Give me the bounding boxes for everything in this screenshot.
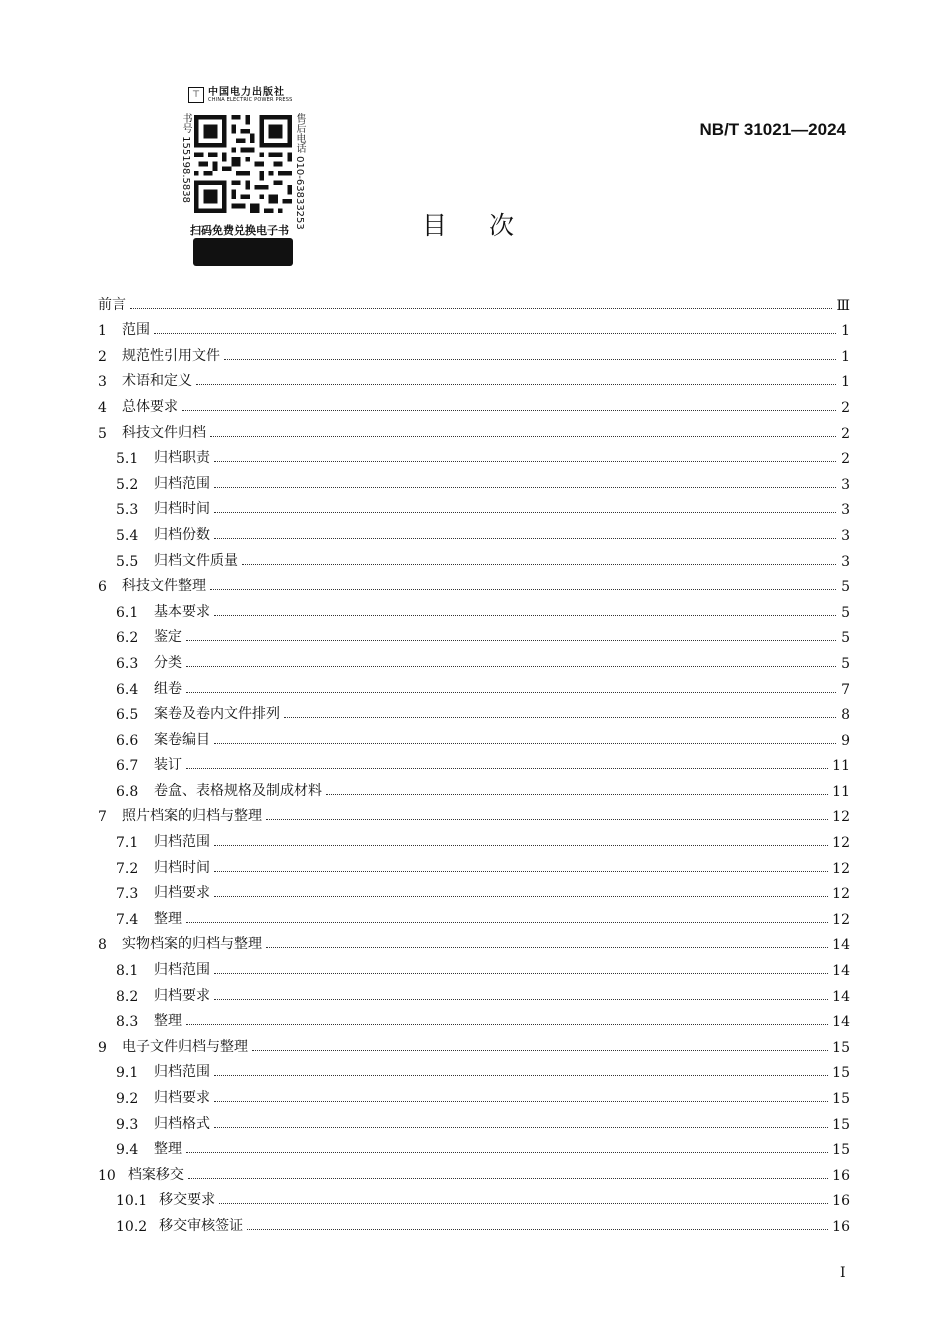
toc-entry[interactable] — [98, 339, 850, 365]
toc-entry-title: 案卷及卷内文件排列 — [154, 706, 280, 723]
toc-entry[interactable] — [98, 1133, 850, 1159]
toc-entry-page: 3 — [841, 476, 850, 493]
toc-entry-number: 4 — [98, 399, 107, 416]
toc-dot-leader — [214, 512, 836, 513]
toc-entry-title: 术语和定义 — [122, 373, 192, 390]
toc-dot-leader — [326, 794, 828, 795]
toc-entry-number: 8.3 — [116, 1014, 139, 1031]
toc-entry-number: 10 — [98, 1167, 116, 1184]
toc-entry-title: 鉴定 — [154, 629, 182, 646]
toc-entry-title: 归档要求 — [154, 885, 210, 902]
toc-entry-number: 5.1 — [116, 451, 139, 468]
toc-entry[interactable] — [98, 621, 850, 647]
toc-entry[interactable] — [98, 1005, 850, 1031]
toc-dot-leader — [247, 1229, 828, 1230]
toc-entry[interactable] — [98, 314, 850, 340]
toc-entry-title: 整理 — [154, 1013, 182, 1030]
toc-entry-number: 7.2 — [116, 860, 139, 877]
publisher-name-cn: 中国电力出版社 — [208, 86, 285, 98]
toc-entry-title: 归档要求 — [154, 1090, 210, 1106]
toc-entry-number: 6.1 — [116, 604, 139, 621]
toc-entry-number: 5.5 — [116, 553, 139, 570]
toc-entry-page: 5 — [841, 655, 850, 672]
toc-dot-leader — [214, 973, 828, 974]
toc-entry-number: 8.2 — [116, 988, 139, 1005]
toc-entry-title: 档案移交 — [127, 1166, 184, 1183]
toc-entry-title: 归档范围 — [154, 1064, 210, 1081]
toc-dot-leader — [266, 819, 828, 820]
toc-entry-title: 归档份数 — [154, 526, 210, 543]
toc-dot-leader — [214, 1127, 828, 1128]
toc-entry-title: 整理 — [154, 1141, 182, 1158]
toc-entry-page: 9 — [841, 732, 850, 749]
toc-entry[interactable] — [98, 877, 850, 903]
page-number: I — [840, 1265, 846, 1281]
toc-entry-page: 2 — [841, 399, 850, 416]
publisher-logo-icon: ⊤ — [188, 87, 204, 103]
toc-entry-title: 归档范围 — [154, 962, 210, 979]
toc-entry-page: 16 — [832, 1167, 850, 1184]
toc-entry-page: 2 — [841, 451, 850, 468]
toc-entry-page: 1 — [841, 323, 850, 340]
toc-entry-title: 归档职责 — [154, 450, 210, 467]
toc-dot-leader — [214, 1101, 828, 1102]
toc-entry-page: 14 — [832, 988, 850, 1005]
toc-dot-leader — [214, 896, 828, 897]
toc-entry-page: 12 — [832, 809, 850, 826]
toc-entry[interactable] — [98, 672, 850, 698]
toc-entry-number: 8 — [98, 937, 107, 954]
toc-entry-title: 总体要求 — [122, 398, 178, 415]
publisher-header — [188, 87, 292, 103]
toc-entry-page: 5 — [841, 579, 850, 596]
toc-entry-page: 1 — [841, 374, 850, 391]
scan-instruction: 扫码免费兑换电子书 — [190, 224, 289, 237]
toc-entry-number: 6.4 — [116, 681, 139, 698]
toc-dot-leader — [284, 717, 836, 718]
toc-entry[interactable] — [98, 851, 850, 877]
toc-dot-leader — [210, 589, 836, 590]
toc-entry-number: 7.1 — [116, 835, 139, 852]
toc-entry-title: 科技文件归档 — [122, 424, 206, 441]
toc-entry-page: 3 — [841, 527, 850, 544]
toc-entry[interactable] — [98, 1056, 850, 1082]
toc-dot-leader — [214, 461, 836, 462]
publisher-stamp — [180, 85, 310, 270]
toc-entry[interactable] — [98, 1107, 850, 1133]
toc-entry[interactable] — [98, 698, 850, 724]
toc-entry[interactable] — [98, 442, 850, 468]
toc-dot-leader — [186, 692, 836, 693]
toc-dot-leader — [214, 538, 836, 539]
table-of-contents — [98, 288, 850, 1235]
toc-entry-number: 9.4 — [116, 1142, 139, 1159]
toc-entry-title: 归档范围 — [154, 834, 210, 851]
toc-entry-title: 移交审核签证 — [159, 1217, 244, 1234]
toc-entry-number: 5.3 — [116, 502, 139, 519]
toc-entry-title: 整理 — [154, 910, 182, 927]
toc-entry-page: 8 — [841, 707, 850, 724]
toc-entry-page: 12 — [832, 835, 850, 852]
toc-entry-page: 3 — [841, 553, 850, 570]
toc-entry[interactable] — [98, 928, 850, 954]
page-title: 目次 — [422, 211, 557, 240]
toc-entry[interactable] — [98, 288, 850, 314]
toc-entry-page: 3 — [841, 502, 850, 519]
toc-entry-number: 6.3 — [116, 655, 139, 672]
toc-entry-title: 前言 — [98, 296, 126, 313]
toc-entry[interactable] — [98, 800, 850, 826]
toc-entry-page: 15 — [832, 1091, 850, 1107]
toc-entry-number: 5.2 — [116, 476, 139, 493]
toc-entry[interactable] — [98, 390, 850, 416]
toc-entry-number: 6 — [98, 579, 107, 596]
toc-entry-page: 2 — [841, 425, 850, 442]
toc-dot-leader — [266, 947, 828, 948]
toc-entry-page: 15 — [832, 1065, 850, 1082]
toc-entry-number: 6.2 — [116, 630, 139, 647]
toc-entry-title: 归档格式 — [154, 1115, 210, 1132]
toc-dot-leader — [224, 359, 836, 360]
toc-entry-number: 6.7 — [116, 758, 139, 775]
toc-entry-page: 5 — [841, 630, 850, 647]
toc-entry-title: 归档要求 — [154, 987, 210, 1004]
publisher-name-en: CHINA ELECTRIC POWER PRESS — [208, 96, 293, 103]
toc-entry-page: 14 — [832, 963, 850, 980]
after-sales-phone: 售后电话 010-63833253 — [294, 113, 305, 230]
toc-entry[interactable] — [98, 774, 850, 800]
toc-dot-leader — [196, 384, 836, 385]
toc-dot-leader — [186, 922, 828, 923]
toc-dot-leader — [186, 768, 828, 769]
toc-dot-leader — [214, 487, 836, 488]
toc-entry-page: 12 — [832, 911, 850, 928]
toc-entry[interactable] — [98, 595, 850, 621]
toc-dot-leader — [186, 1152, 828, 1153]
toc-entry-number: 9.3 — [116, 1116, 139, 1133]
toc-dot-leader — [214, 1075, 828, 1076]
toc-dot-leader — [214, 615, 836, 616]
toc-entry-title: 照片档案的归档与整理 — [122, 808, 262, 825]
toc-entry-number: 9.1 — [116, 1065, 139, 1082]
toc-entry-title: 卷盒、表格规格及制成材料 — [154, 782, 322, 799]
toc-dot-leader — [186, 666, 836, 667]
toc-entry-title: 归档时间 — [154, 501, 210, 518]
toc-entry-title: 归档范围 — [154, 475, 210, 492]
toc-dot-leader — [252, 1050, 828, 1051]
toc-entry[interactable] — [98, 570, 850, 596]
toc-dot-leader — [182, 410, 836, 411]
toc-entry-title: 科技文件整理 — [122, 578, 206, 595]
toc-entry-title: 案卷编目 — [154, 731, 210, 748]
toc-dot-leader — [214, 871, 828, 872]
toc-entry-number: 2 — [98, 348, 107, 365]
toc-entry-title: 电子文件归档与整理 — [122, 1038, 248, 1055]
toc-dot-leader — [219, 1203, 828, 1204]
toc-entry[interactable] — [98, 902, 850, 928]
toc-entry[interactable] — [98, 467, 850, 493]
toc-entry-page: 15 — [832, 1116, 850, 1133]
toc-entry-page: 16 — [832, 1193, 850, 1210]
toc-entry[interactable] — [98, 365, 850, 391]
toc-dot-leader — [186, 1024, 828, 1025]
toc-entry-title: 分类 — [154, 654, 182, 671]
toc-entry-page: 12 — [832, 886, 850, 903]
toc-entry-title: 实物档案的归档与整理 — [122, 936, 262, 953]
toc-entry[interactable] — [98, 979, 850, 1005]
toc-entry[interactable] — [98, 1030, 850, 1056]
toc-entry-number: 6.5 — [116, 707, 139, 724]
standard-number: NB/T 31021—2024 — [699, 120, 846, 139]
toc-entry-number: 1 — [98, 323, 107, 340]
toc-entry-page: 7 — [841, 681, 850, 698]
toc-dot-leader — [186, 640, 836, 641]
toc-entry[interactable] — [98, 1184, 850, 1210]
toc-entry[interactable] — [98, 518, 850, 544]
toc-entry-page: 15 — [832, 1142, 850, 1159]
toc-dot-leader — [130, 308, 832, 309]
toc-dot-leader — [210, 436, 836, 437]
toc-dot-leader — [214, 845, 828, 846]
redacted-code-box — [193, 238, 293, 266]
toc-entry[interactable] — [98, 749, 850, 775]
qr-code-icon[interactable] — [194, 115, 292, 213]
toc-entry[interactable] — [98, 1158, 850, 1184]
toc-entry[interactable] — [98, 416, 850, 442]
toc-entry-number: 8.1 — [116, 963, 139, 980]
toc-entry-page: 5 — [841, 604, 850, 621]
toc-entry-page: 12 — [832, 860, 850, 877]
toc-entry-title: 基本要求 — [154, 603, 210, 620]
book-number: 书号 155198.5838 — [180, 113, 191, 203]
toc-entry-number: 3 — [98, 374, 107, 391]
toc-entry-number: 7.3 — [116, 886, 139, 903]
toc-entry-number: 9.2 — [116, 1091, 139, 1107]
toc-entry-number: 5 — [98, 425, 107, 442]
toc-entry-number: 9 — [98, 1039, 107, 1056]
toc-entry-number: 6.8 — [116, 783, 139, 800]
toc-entry-page: 14 — [832, 937, 850, 954]
toc-entry[interactable] — [98, 544, 850, 570]
toc-entry-number: 7 — [98, 809, 107, 826]
toc-entry-title: 范围 — [122, 322, 150, 339]
toc-dot-leader — [154, 333, 836, 334]
toc-entry-number: 7.4 — [116, 911, 139, 928]
toc-entry-number: 6.6 — [116, 732, 139, 749]
toc-entry-title: 归档时间 — [154, 859, 210, 876]
toc-entry-page: 14 — [832, 1014, 850, 1031]
toc-entry-title: 归档文件质量 — [154, 552, 238, 569]
toc-entry-title: 规范性引用文件 — [122, 347, 220, 364]
toc-dot-leader — [214, 999, 828, 1000]
toc-entry[interactable] — [98, 723, 850, 749]
toc-dot-leader — [214, 743, 836, 744]
toc-entry[interactable] — [98, 493, 850, 519]
toc-dot-leader — [188, 1178, 828, 1179]
toc-entry-title: 装订 — [154, 757, 182, 774]
toc-entry-page: 15 — [832, 1039, 850, 1056]
toc-entry[interactable] — [98, 953, 850, 979]
toc-dot-leader — [242, 564, 836, 565]
toc-entry-number: 5.4 — [116, 527, 139, 544]
toc-entry-title: 移交要求 — [159, 1192, 216, 1209]
toc-entry-page: Ⅲ — [836, 297, 850, 314]
toc-entry-page: 16 — [832, 1218, 850, 1235]
toc-entry[interactable] — [98, 646, 850, 672]
toc-entry[interactable] — [98, 1081, 850, 1107]
toc-entry-page: 11 — [832, 783, 850, 800]
toc-entry[interactable] — [98, 1209, 850, 1235]
toc-entry-title: 组卷 — [154, 680, 182, 697]
toc-entry-page: 1 — [841, 348, 850, 365]
toc-entry-number: 10.2 — [116, 1218, 148, 1235]
toc-entry-page: 11 — [832, 758, 850, 775]
toc-entry-number: 10.1 — [116, 1193, 148, 1210]
toc-entry[interactable] — [98, 825, 850, 851]
